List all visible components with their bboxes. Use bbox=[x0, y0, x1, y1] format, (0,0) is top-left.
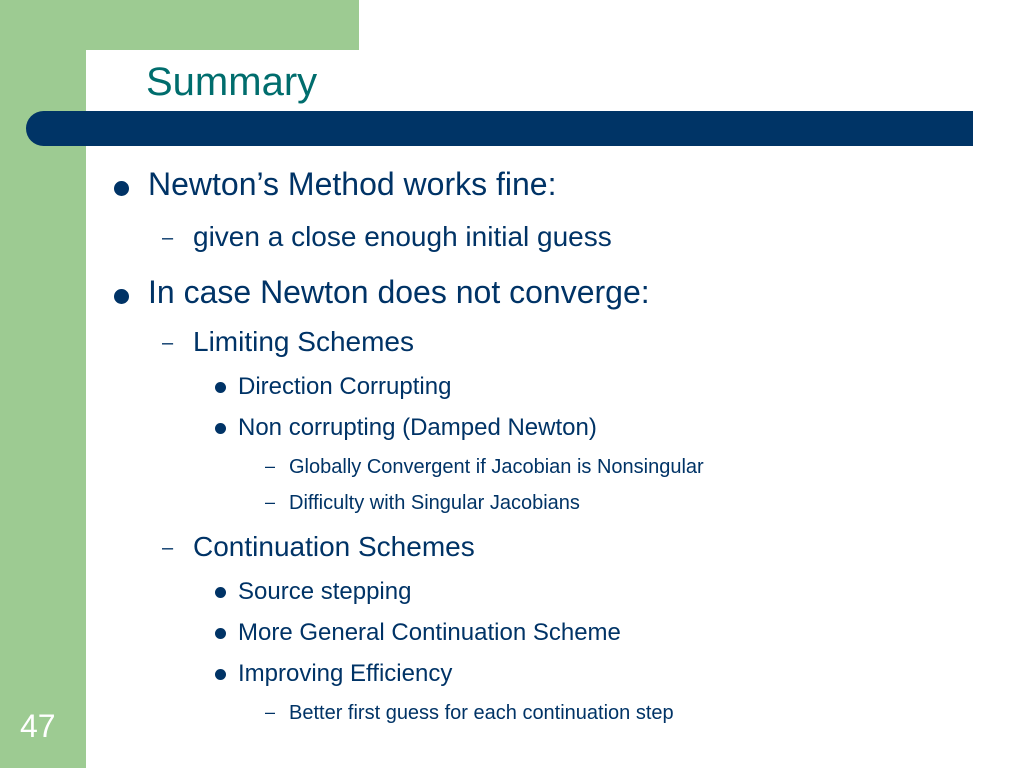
bullet-dot-icon bbox=[215, 382, 226, 393]
bullet-item-l1: In case Newton does not converge: bbox=[148, 274, 650, 310]
bullet-item-l4: Better first guess for each continuation step bbox=[289, 702, 674, 724]
top-accent-band bbox=[0, 0, 359, 50]
bullet-item-l3: Non corrupting (Damped Newton) bbox=[238, 414, 597, 441]
bullet-dot-icon bbox=[114, 289, 129, 304]
bullet-item-l2: Limiting Schemes bbox=[193, 326, 414, 357]
bullet-item-l3: Direction Corrupting bbox=[238, 373, 452, 400]
title-underline-bar bbox=[26, 111, 973, 146]
bullet-dot-icon bbox=[215, 669, 226, 680]
bullet-item-l4: Globally Convergent if Jacobian is Nonsingular bbox=[289, 456, 704, 478]
bullet-dot-icon bbox=[215, 628, 226, 639]
bullet-dash-icon: – bbox=[162, 227, 174, 249]
page-number: 47 bbox=[20, 708, 56, 744]
bullet-item-l3: Source stepping bbox=[238, 578, 412, 605]
bullet-dash-icon: – bbox=[162, 537, 174, 559]
bullet-item-l3: Improving Efficiency bbox=[238, 660, 453, 687]
bullet-item-l1: Newton’s Method works fine: bbox=[148, 166, 557, 202]
bullet-dash-icon: – bbox=[162, 332, 174, 354]
bullet-item-l4: Difficulty with Singular Jacobians bbox=[289, 492, 580, 514]
bullet-item-l2: given a close enough initial guess bbox=[193, 221, 612, 252]
bullet-dash-icon: – bbox=[265, 702, 276, 722]
bullet-dot-icon bbox=[114, 181, 129, 196]
bullet-dot-icon bbox=[215, 423, 226, 434]
slide-title: Summary bbox=[146, 60, 318, 104]
bullet-item-l2: Continuation Schemes bbox=[193, 531, 475, 562]
bullet-item-l3: More General Continuation Scheme bbox=[238, 619, 621, 646]
bullet-dash-icon: – bbox=[265, 456, 276, 476]
bullet-dash-icon: – bbox=[265, 492, 276, 512]
bullet-dot-icon bbox=[215, 587, 226, 598]
